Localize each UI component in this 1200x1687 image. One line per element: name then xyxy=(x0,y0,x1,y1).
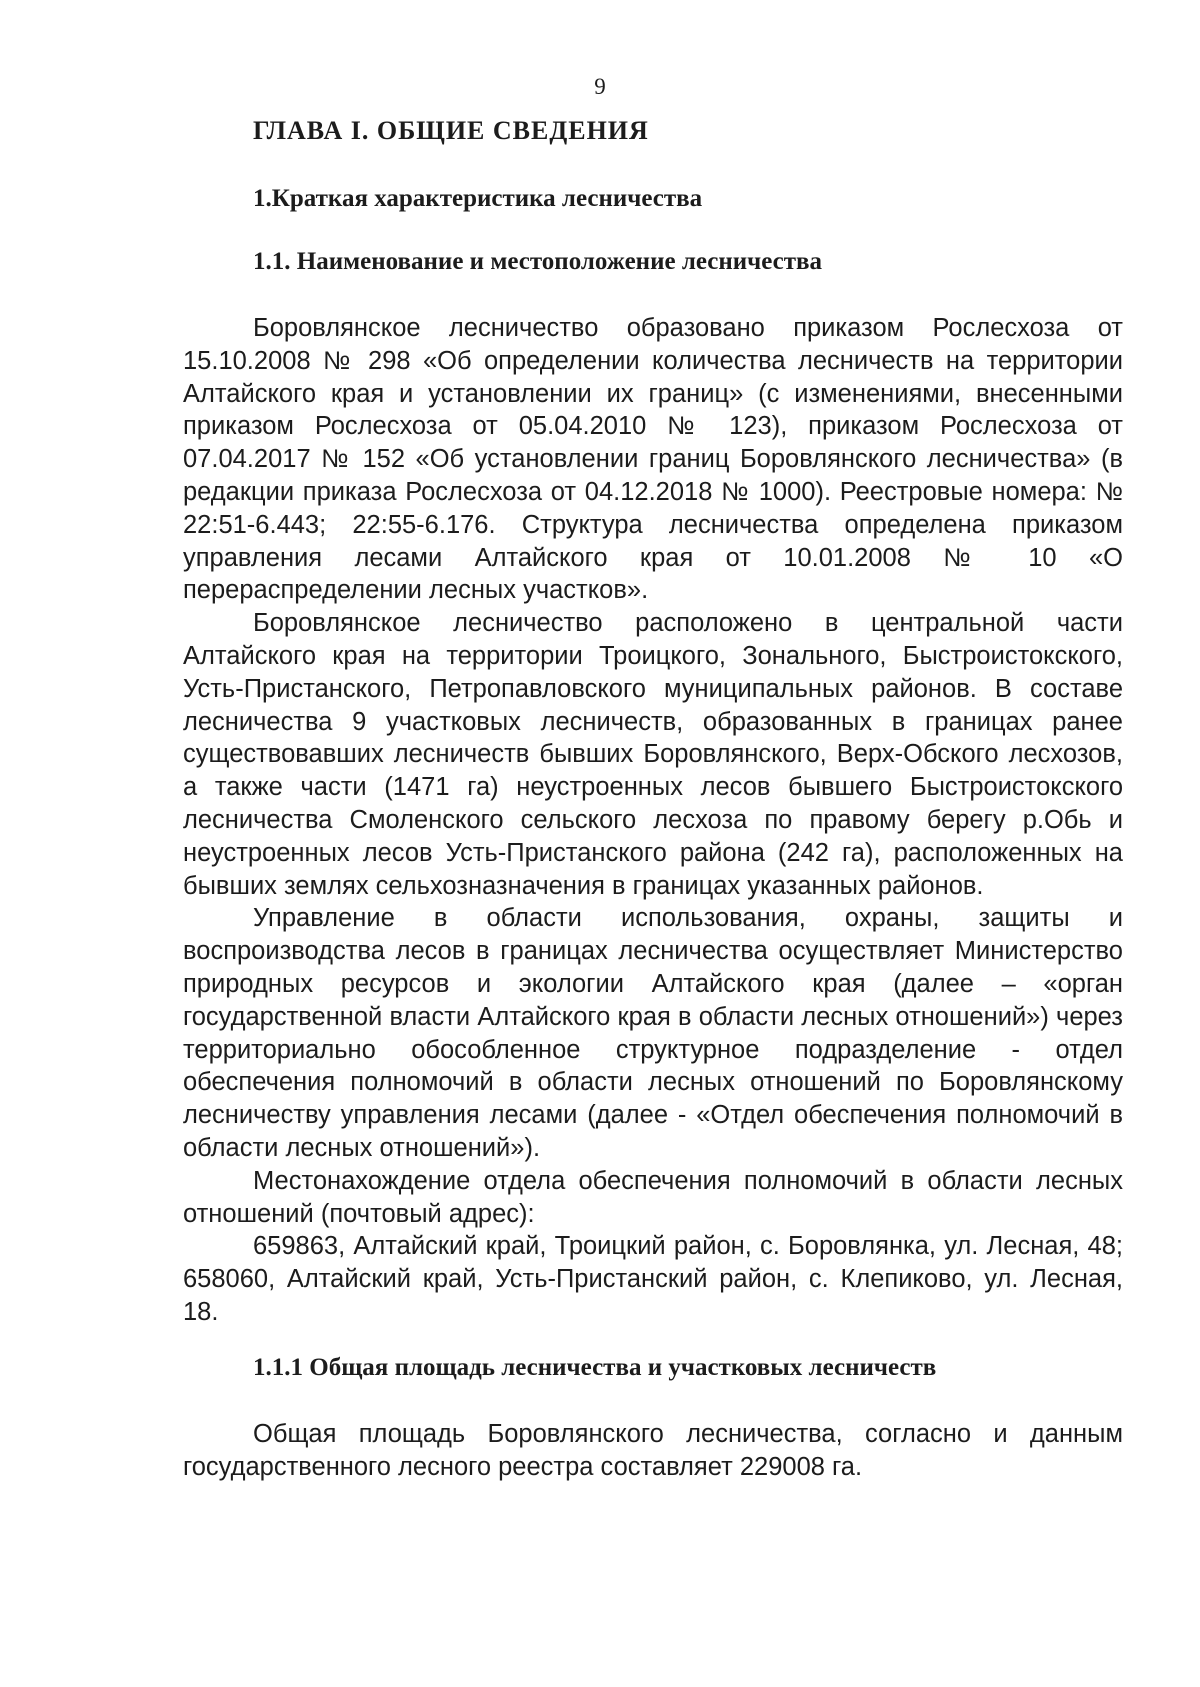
section-heading-1: 1.Краткая характеристика лесничества xyxy=(253,185,703,212)
section-heading-1-1-1: 1.1.1 Общая площадь лесничества и участковых лесничеств xyxy=(253,1354,937,1381)
paragraph-location: Боровлянское лесничество расположено в центральной части Алтайского края на территории Троицкого, Зонального, Быстроистокского, Усть-Пристанского, Петропавловского муниципальных районов. В составе лесничества 9 участковых лесничеств, образованных в границах ранее существовавших лесничеств бывших Боровлянского, Верх-Обского лесхозов, а также части (1471 га) неустроенных лесов бывшего Быстроистокского лесничества Смоленского сельского лесхоза по правому берегу р.Обь и неустроенных лесов Усть-Пристанского района (242 га), расположенных на бывших землях сельхозназначения в границах указанных районов. xyxy=(183,609,1123,900)
paragraph-address-intro: Местонахождение отдела обеспечения полномочий в области лесных отношений (почтовый адрес): xyxy=(183,1166,1123,1228)
chapter-heading: ГЛАВА I. ОБЩИЕ СВЕДЕНИЯ xyxy=(253,116,649,145)
page-number: 9 xyxy=(594,74,606,99)
area-text-block xyxy=(183,1418,1123,1484)
main-text-block xyxy=(183,312,1123,1329)
section-heading-1-1: 1.1. Наименование и местоположение лесничества xyxy=(253,248,823,275)
paragraph-addresses: 659863, Алтайский край, Троицкий район, с. Боровлянка, ул. Лесная, 48; 658060, Алтайский край, Усть-Пристанский район, с. Клепиково, ул. Лесная, 18. xyxy=(183,1232,1123,1326)
paragraph-management: Управление в области использования, охраны, защиты и воспроизводства лесов в границах лесничества осуществляет Министерство природных ресурсов и экологии Алтайского края (далее – «орган государственной власти Алтайского края в области лесных отношений») через территориально обособленное структурное подразделение - отдел обеспечения полномочий в области лесных отношений по Боровлянскому лесничеству управления лесами (далее - «Отдел обеспечения полномочий в области лесных отношений»). xyxy=(183,904,1123,1162)
paragraph-establishment: Боровлянское лесничество образовано приказом Рослесхоза от 15.10.2008 № 298 «Об определении количества лесничеств на территории Алтайского края и установлении их границ» (с изменениями, внесенными приказом Рослесхоза от 05.04.2010 № 123), приказом Рослесхоза от 07.04.2017 № 152 «Об установлении границ Боровлянского лесничества» (в редакции приказа Рослесхоза от 04.12.2018 № 1000). Реестровые номера: № 22:51-6.443; 22:55-6.176. Структура лесничества определена приказом управления лесами Алтайского края от 10.01.2008 № 10 «О перераспределении лесных участков». xyxy=(183,314,1123,605)
paragraph-total-area: Общая площадь Боровлянского лесничества, согласно и данным государственного лесного реестра составляет 229008 га. xyxy=(183,1420,1123,1481)
